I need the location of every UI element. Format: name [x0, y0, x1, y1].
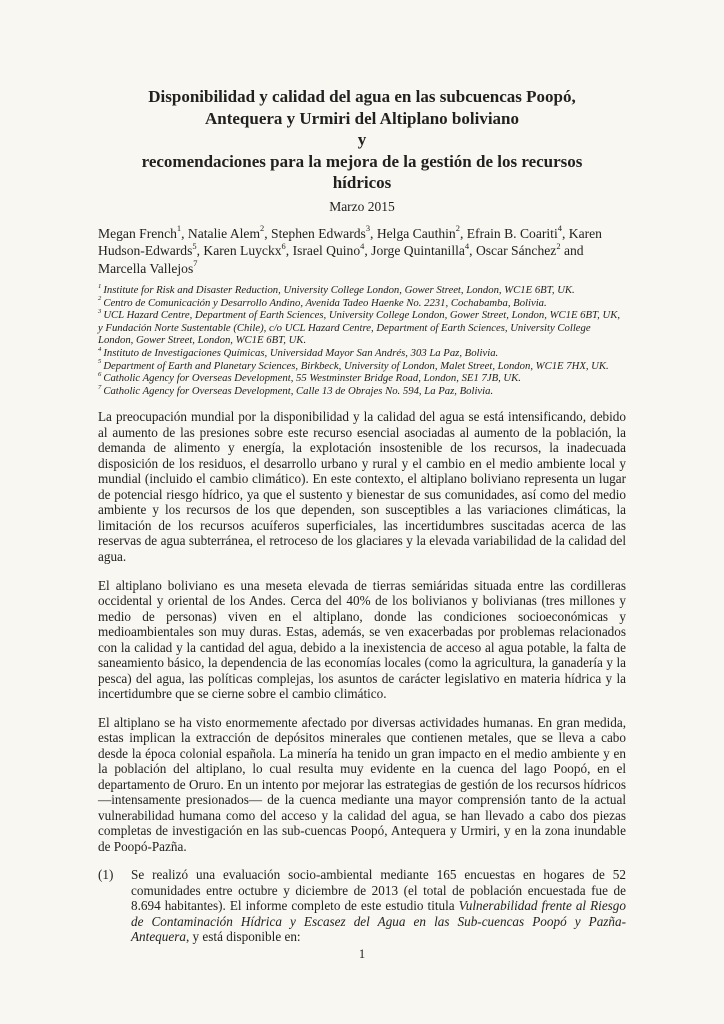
affiliation-7: $^7$ Catholic Agency for Overseas Development, Calle 13 de Obrajes No. 594, La Paz, Bolivia. [98, 383, 494, 397]
affiliation-5: $^5$ Department of Earth and Planetary Sciences, Birkbeck, University of London, Malet Street, London, WC1E 7HX, UK. [98, 358, 609, 372]
item-text: , y está disponible en: [185, 929, 301, 945]
author: , Helga Cauthin$^2$ [370, 223, 460, 241]
affiliation-2: $^2$ Centro de Comunicación y Desarrollo Andino, Avenida Tadeo Haenke No. 2231, Cochabamba, Bolivia. [98, 295, 547, 309]
report-title-italic: Vulnerabilidad frente al Riesgo de Contaminación Hídrica y Escasez del Agua en las Sub-cuencas Poopó y Pazña-Antequera [131, 898, 626, 945]
author-affiliation-ref: 4 [464, 240, 470, 251]
author-affiliation-ref: 2 [556, 240, 561, 251]
author-affiliation-ref: 1 [176, 223, 182, 234]
title-line: Antequera y Urmiri del Altiplano boliviano [204, 108, 520, 128]
author-affiliation-ref: 3 [365, 223, 371, 234]
author: , Israel Quino$^4$ [285, 240, 365, 258]
author: , Natalie Alem$^2$ [181, 223, 265, 241]
paragraph-mining-impact: El altiplano se ha visto enormemente afectado por diversas actividades humanas. En gran medida, estas implican la extracción de depósitos minerales que contienen metales, que se lleva a cabo desde la época colonial española. La minería ha tenido un gran impacto en el medio ambiente y en la población del altiplano, lo cual resulta muy evidente en la cuenca del lago Poopó, en el departamento de Oruro. En un intento por mejorar las estrategias de gestión de los recursos hídricos —intensamente presionados— de la cuenca mediante una mayor comprensión tanto de la actual vulnerabilidad humana como del acceso y la calidad del agua, se han llevado a cabo dos piezas completas de investigación en las sub-cuencas Poopó, Antequera y Urmiri, y en la zona inundable de Poopó-Pazña. [98, 714, 626, 854]
document-content [98, 86, 626, 945]
document-title [98, 86, 626, 194]
title-line: y [357, 130, 367, 149]
author: and Marcella Vallejos$^7$ [98, 243, 584, 276]
item-marker: (1) [98, 867, 114, 883]
numbered-item-1 [98, 867, 626, 945]
publication-date: Marzo 2015 [329, 198, 395, 214]
author: , Oscar Sánchez$^2$ [469, 240, 561, 258]
item-body [131, 867, 626, 945]
author: , Efrain B. Coariti$^4$ [459, 223, 562, 241]
author: , Stephen Edwards$^3$ [264, 223, 371, 241]
author: Megan French$^1$ [98, 223, 182, 241]
paragraph-altiplano-description: El altiplano boliviano es una meseta elevada de tierras semiáridas situada entre las cordilleras occidental y oriental de los Andes. Cerca del 40% de los bolivianos y bolivianas (tres millones y medio de personas) viven en el altiplano, donde las condiciones socioeconómicas y medioambientales son muy duras. Estas, además, se ven exacerbadas por problemas relacionados con la calidad y la cantidad del agua, debido a la inexistencia de acceso al agua potable, la falta de saneamiento básico, la dependencia de las economías locales (como la agricultura, la ganadería y la pesca) del agua, las políticas complejas, los asuntos de carácter legislativo en materia hídrica y la incertidumbre que se cierne sobre el cambio climático. [98, 577, 626, 702]
affiliation-4: $^4$ Instituto de Investigaciones Químicas, Universidad Mayor San Andrés, 303 La Paz, Bolivia. [98, 345, 499, 359]
author: , Karen Hudson-Edwards$^5$ [98, 225, 602, 258]
author-affiliation-ref: 4 [360, 240, 365, 251]
affiliation-6: $^6$ Catholic Agency for Overseas Development, 55 Westminster Bridge Road, London, SE1 7JB, UK. [98, 370, 521, 385]
author-affiliation-ref: 2 [455, 223, 460, 234]
author: , Karen Luyckx$^6$ [196, 240, 286, 258]
author-affiliation-ref: 7 [193, 258, 198, 269]
author-affiliation-ref: 6 [281, 240, 286, 251]
page-number: 1 [358, 947, 366, 961]
affiliation-footnotes [98, 284, 626, 397]
paragraph-intro: La preocupación mundial por la disponibilidad y la calidad del agua se está intensificando, debido al aumento de las presiones sobre este recurso esencial asociadas al aumento de la población, la demanda de alimento y energía, la explotación insostenible de los recursos, la inadecuada disposición de los residuos, el desarrollo urbano y rural y el cambio en el medio ambiente local y mundial (incluido el cambio climático). En este contexto, el altiplano boliviano representa un lugar de potencial riesgo hídrico, ya que el sustento y bienestar de sus comunidades, así como del medio ambiente y los recursos de los que dependen, son susceptibles a las variaciones climáticas, la limitación de los recursos acuíferos superficiales, las incertidumbres suscitadas acerca de las reservas de agua subterránea, el retroceso de los glaciares y la elevada variabilidad de la calidad del agua. [98, 409, 626, 564]
author-affiliation-ref: 4 [557, 223, 562, 234]
author-affiliation-ref: 2 [260, 223, 265, 234]
author: , Jorge Quintanilla$^4$ [364, 240, 470, 258]
affiliation-3: $^3$ UCL Hazard Centre, Department of Earth Sciences, University College London, Gower Street, London, WC1E 6BT, UK, y Fundación Norte Sustentable (Chile), c/o UCL Hazard Centre, Department of Earth Sciences, University College London, Gower Street, London, WC1E 6BT, UK. [98, 307, 621, 347]
author-list [98, 225, 626, 278]
title-line: Disponibilidad y calidad del agua en las subcuencas Poopó, [148, 87, 576, 106]
affiliation-1: $^1$ Institute for Risk and Disaster Reduction, University College London, Gower Street, London, WC1E 6BT, UK. [98, 282, 575, 296]
author-affiliation-ref: 5 [192, 240, 197, 251]
item-text: Se realizó una evaluación socio-ambiental mediante 165 encuestas en hogares de 52 comunidades entre octubre y diciembre de 2013 (el total de población encuestada fue de 8.694 habitantes). El informe completo de este estudio titula [131, 867, 626, 914]
title-line: recomendaciones para la mejora de la gestión de los recursos [141, 151, 583, 171]
title-line: hídricos [332, 173, 392, 192]
